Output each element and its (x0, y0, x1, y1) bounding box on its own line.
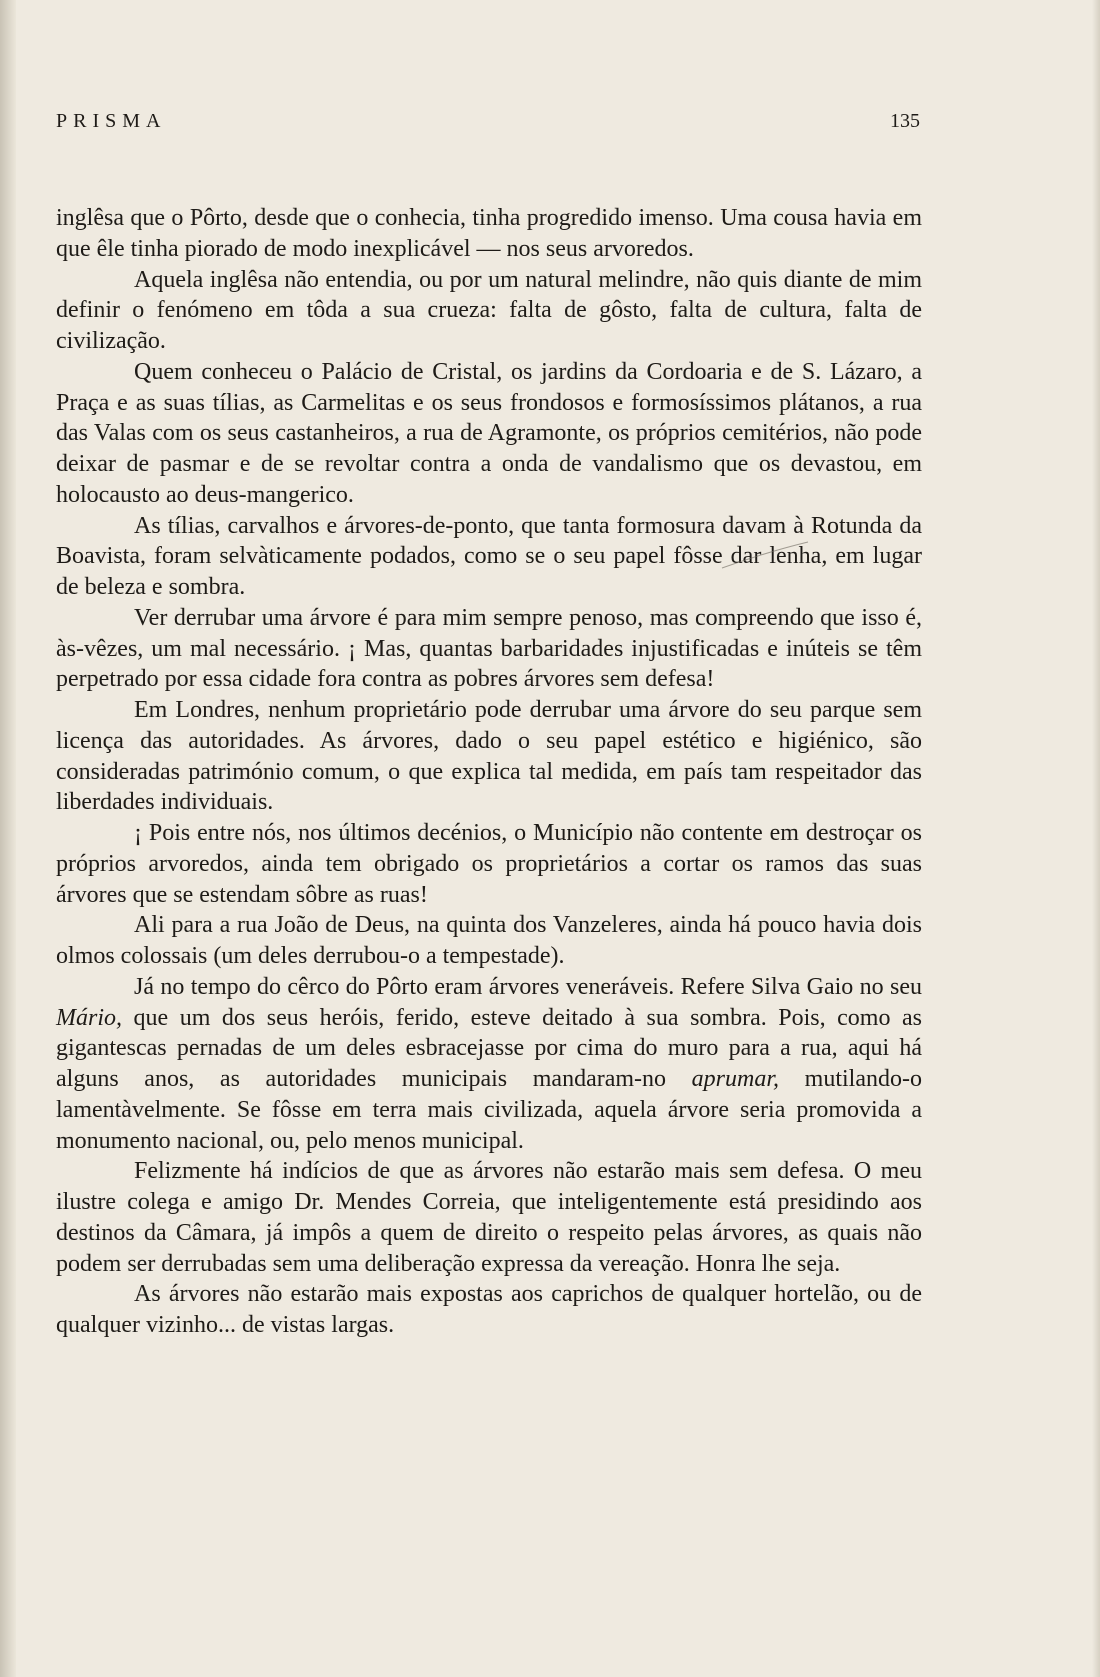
page-edge-shadow (1092, 0, 1100, 1677)
paragraph-segment: Já no tempo do cêrco do Pôrto eram árvores veneráveis. Refere Silva Gaio no seu (134, 973, 922, 1000)
italic-title-mario: Mário, (56, 1004, 122, 1031)
paragraph: inglêsa que o Pôrto, desde que o conhecia, tinha progredido imenso. Uma cousa havia em que êle tinha piorado de modo inexplicável — nos seus arvoredos. (56, 205, 922, 262)
italic-word-aprumar: aprumar, (691, 1066, 780, 1092)
paragraph: Ali para a rua João de Deus, na quinta dos Vanzeleres, ainda há pouco havia dois olmos colossais (um deles derrubou-o a tempestade). (56, 912, 922, 969)
journal-title: PRISMA (56, 110, 167, 132)
paragraph: Quem conheceu o Palácio de Cristal, os jardins da Cordoaria e de S. Lázaro, a Praça e as suas tílias, as Carmelitas e os seus frondosos e formosíssimos plátanos, a rua das Valas com os seus castanheiros, a rua de Agramonte, os próprios cemitérios, não pode deixar de pasmar e de se revoltar contra a onda de vandalismo que os devastou, em holocausto ao deus-mangerico. (56, 358, 922, 508)
page-gutter-shadow (0, 0, 16, 1677)
paragraph: ¡ Pois entre nós, nos últimos decénios, o Município não contente em destroçar os próprios arvoredos, ainda tem obrigado os proprietários a cortar os ramos das suas árvores que se estendam sôbre as ruas! (56, 820, 922, 908)
article-body (56, 203, 922, 1341)
paragraph: As tílias, carvalhos e árvores-de-ponto, que tanta formosura davam à Rotunda da Boavista, foram selvàticamente podados, como se o seu papel fôsse dar lenha, em lugar de beleza e sombra. (56, 512, 922, 600)
paragraph-with-italics (56, 972, 922, 1157)
paragraph-segment: que um dos seus heróis, ferido, esteve deitado à sua sombra. Pois, como as gigantescas pernadas de um deles esbracejasse por cima do muro para a rua, aqui há alguns anos, as autoridades municipais mandaram-no (56, 1004, 922, 1092)
paragraph: Aquela inglêsa não entendia, ou por um natural melindre, não quis diante de mim definir o fenómeno em tôda a sua crueza: falta de gôsto, falta de cultura, falta de civilização. (56, 266, 922, 354)
paragraph: Em Londres, nenhum proprietário pode derrubar uma árvore do seu parque sem licença das autoridades. As árvores, dado o seu papel estético e higiénico, são consideradas património comum, o que explica tal medida, em país tam respeitador das liberdades individuais. (56, 697, 922, 816)
page-number: 135 (890, 110, 920, 132)
paragraph: As árvores não estarão mais expostas aos caprichos de qualquer hortelão, ou de qualquer vizinho... de vistas largas. (56, 1281, 922, 1338)
paragraph-segment: mutilando-o lamentàvelmente. Se fôsse em terra mais civilizada, aquela árvore seria promovida a monumento nacional, ou, pelo menos municipal. (56, 1066, 922, 1154)
paragraph: Felizmente há indícios de que as árvores não estarão mais sem defesa. O meu ilustre colega e amigo Dr. Mendes Correia, que inteligentemente está presidindo aos destinos da Câmara, já impôs a quem de direito o respeito pelas árvores, as quais não podem ser derrubadas sem uma deliberação expressa da vereação. Honra lhe seja. (56, 1158, 922, 1277)
paragraph: Ver derrubar uma árvore é para mim sempre penoso, mas compreendo que isso é, às-vêzes, um mal necessário. ¡ Mas, quantas barbaridades injustificadas e inúteis se têm perpetrado por essa cidade fora contra as pobres árvores sem defesa! (56, 604, 922, 693)
running-head (56, 110, 920, 140)
